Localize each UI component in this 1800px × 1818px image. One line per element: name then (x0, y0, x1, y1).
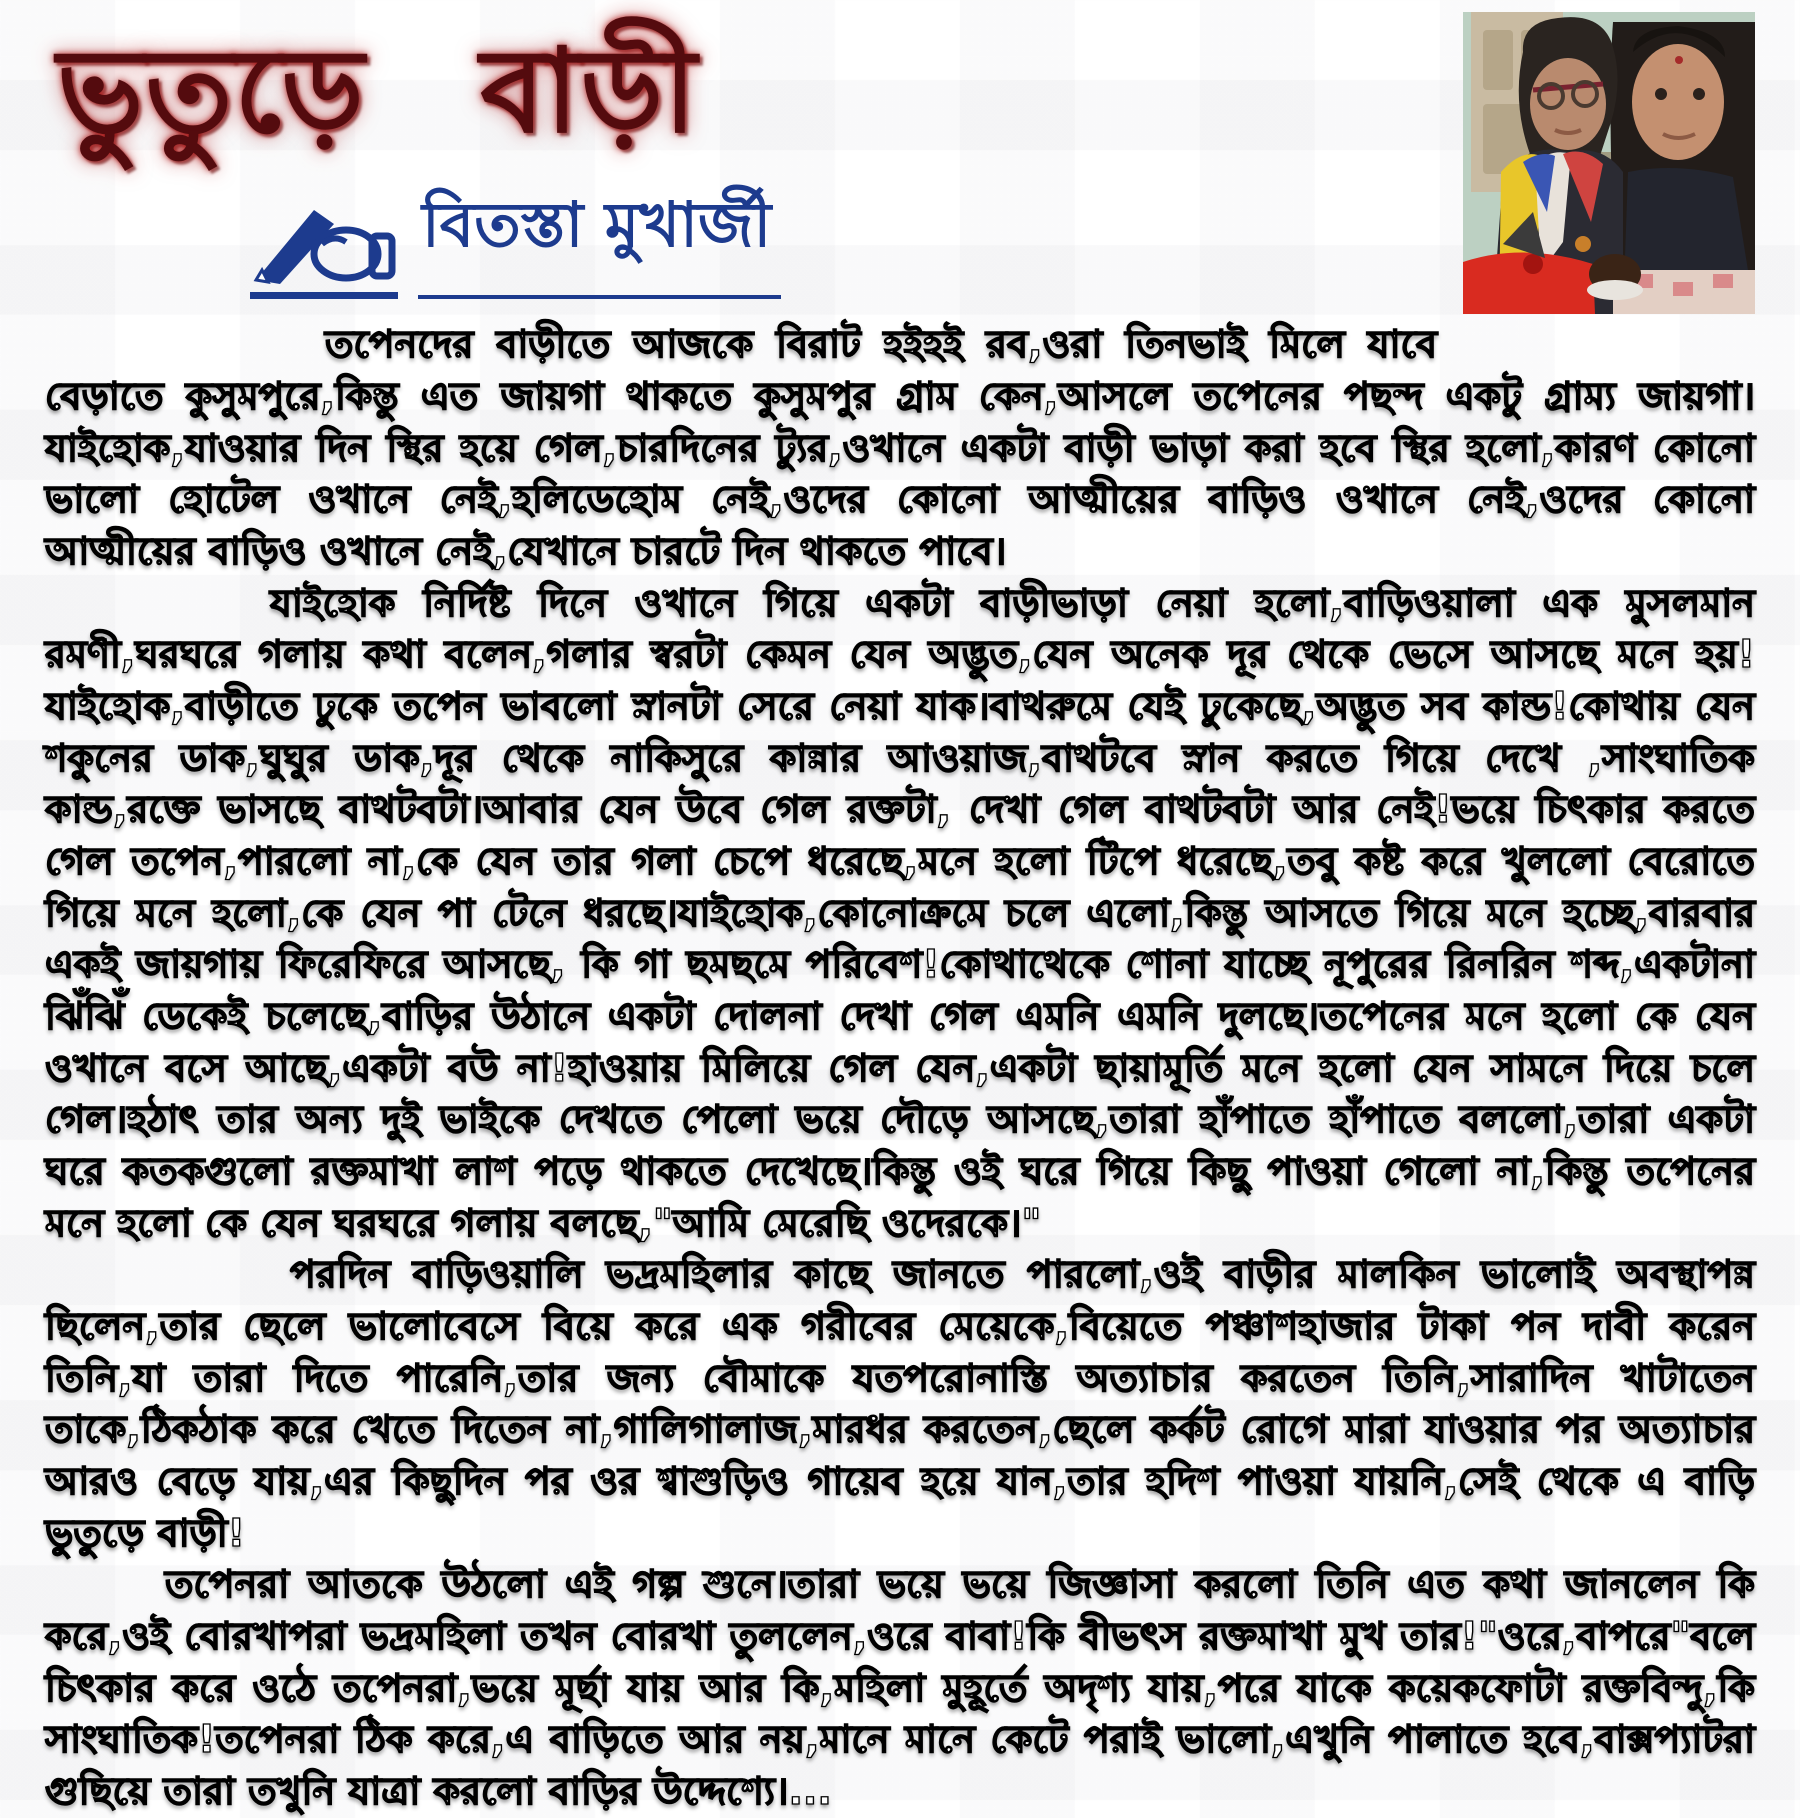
writing-hand-icon (250, 196, 398, 299)
story-body (45, 319, 1755, 1817)
story-paragraph-4: তপেনরা আতকে উঠলো এই গল্প শুনে।তারা ভয়ে ভয়ে জিজ্ঞাসা করলো তিনি এত কথা জানলেন কি করে,ওই বোরখাপরা ভদ্রমহিলা তখন বোরখা তুললেন,ওরে বাবা!কি বীভৎস রক্তমাখা মুখ তার!"ওরে,বাপরে"বলে চিৎকার করে ওঠে তপেনরা,ভয়ে মূর্ছা যায় আর কি,মহিলা মুহূর্তে অদৃশ্য যায়,পরে যাকে কয়েকফোটা রক্তবিন্দু,কি সাংঘাতিক!তপেনরা ঠিক করে,এ বাড়িতে আর নয়,মানে মানে কেটে পরাই ভালো,এখুনি পালাতে হবে,বাক্সপ্যাটরা গুছিয়ে তারা তখুনি যাত্রা করলো বাড়ির উদ্দেশ্যে।... (45, 1562, 1755, 1813)
author-name: বিতস্তা মুখার্জী (418, 178, 781, 299)
story-paragraph-2: যাইহোক নির্দিষ্ট দিনে ওখানে গিয়ে একটা বাড়ীভাড়া নেয়া হলো,বাড়িওয়ালা এক মুসলমান রমণী,ঘরঘরে গলায় কথা বলেন,গলার স্বরটা কেমন যেন অদ্ভুত,যেন অনেক দূর থেকে ভেসে আসছে মনে হয়! যাইহোক,বাড়ীতে ঢুকে তপেন ভাবলো স্নানটা সেরে নেয়া যাক।বাথরুমে যেই ঢুকেছে,অদ্ভুত সব কান্ড!কোথায় যেন শকুনের ডাক,ঘুঘুর ডাক,দূর থেকে নাকিসুরে কান্নার আওয়াজ,বাথটবে স্নান করতে গিয়ে দেখে ,সাংঘাতিক কান্ড,রক্তে ভাসছে বাথটবটা।আবার যেন উবে গেল রক্তটা, দেখা গেল বাথটবটা আর নেই!ভয়ে চিৎকার করতে গেল তপেন,পারলো না,কে যেন তার গলা চেপে ধরেছে,মনে হলো টিপে ধরেছে,তবু কষ্ট করে খুললো বেরোতে গিয়ে মনে হলো,কে যেন পা টেনে ধরছে।যাইহোক,কোনোক্রমে চলে এলো,কিন্তু আসতে গিয়ে মনে হচ্ছে,বারবার একই জায়গায় ফিরেফিরে আসছে, কি গা ছমছমে পরিবেশ!কোথাথেকে শোনা যাচ্ছে নূপুরের রিনরিন শব্দ,একটানা ঝিঁঝিঁ ডেকেই চলেছে,বাড়ির উঠানে একটা দোলনা দেখা গেল এমনি এমনি দুলছে।তপেনের মনে হলো কে যেন ওখানে বসে আছে,একটা বউ না!হাওয়ায় মিলিয়ে গেল যেন,একটা ছায়ামূর্তি মনে হলো যেন সামনে দিয়ে চলে গেল।হঠাৎ তার অন্য দুই ভাইকে দেখতে পেলো ভয়ে দৌড়ে আসছে,তারা হাঁপাতে হাঁপাতে বললো,তারা একটা ঘরে কতকগুলো রক্তমাখা লাশ পড়ে থাকতে দেখেছে।কিন্তু ওই ঘরে গিয়ে কিছু পাওয়া গেলো না,কিন্তু তপেনের মনে হলো কে যেন ঘরঘরে গলায় বলছে,"আমি মেরেছি ওদেরকে।" (45, 580, 1755, 1245)
photo-illustration (1463, 12, 1755, 314)
author-photo (1463, 12, 1755, 314)
story-paragraph-1: তপেনদের বাড়ীতে আজকে বিরাট হইহই রব,ওরা তিনভাই মিলে যাবে বেড়াতে কুসুমপুরে,কিন্তু এত জায়গা থাকতে কুসুমপুর গ্রাম কেন,আসলে তপেনের পছন্দ একটু গ্রাম্য জায়গা। যাইহোক,যাওয়ার দিন স্থির হয়ে গেল,চারদিনের ট্যুর,ওখানে একটা বাড়ী ভাড়া করা হবে স্থির হলো,কারণ কোনো ভালো হোটেল ওখানে নেই,হলিডেহোম নেই,ওদের কোনো আত্মীয়ের বাড়িও ওখানে নেই,ওদের কোনো আত্মীয়ের বাড়িও ওখানে নেই,যেখানে চারটে দিন থাকতে পাবে। (45, 322, 1755, 573)
story-paragraph-3: পরদিন বাড়িওয়ালি ভদ্রমহিলার কাছে জানতে পারলো,ওই বাড়ীর মালকিন ভালোই অবস্থাপন্ন ছিলেন,তার ছেলে ভালোবেসে বিয়ে করে এক গরীবের মেয়েকে,বিয়েতে পঞ্চাশহাজার টাকা পন দাবী করেন তিনি,যা তারা দিতে পারেনি,তার জন্য বৌমাকে যতপরোনাস্তি অত্যাচার করতেন তিনি,সারাদিন খাটাতেন তাকে,ঠিকঠাক করে খেতে দিতেন না,গালিগালাজ,মারধর করতেন,ছেলে কর্কট রোগে মারা যাওয়ার পর অত্যাচার আরও বেড়ে যায়,এর কিছুদিন পর ওর শ্বাশুড়িও গায়েব হয়ে যান,তার হদিশ পাওয়া যায়নি,সেই থেকে এ বাড়ি ভুতুড়ে বাড়ী! (45, 1252, 1755, 1555)
story-title: ভুতুড়ে বাড়ী (57, 24, 699, 159)
author-byline (250, 178, 1437, 299)
